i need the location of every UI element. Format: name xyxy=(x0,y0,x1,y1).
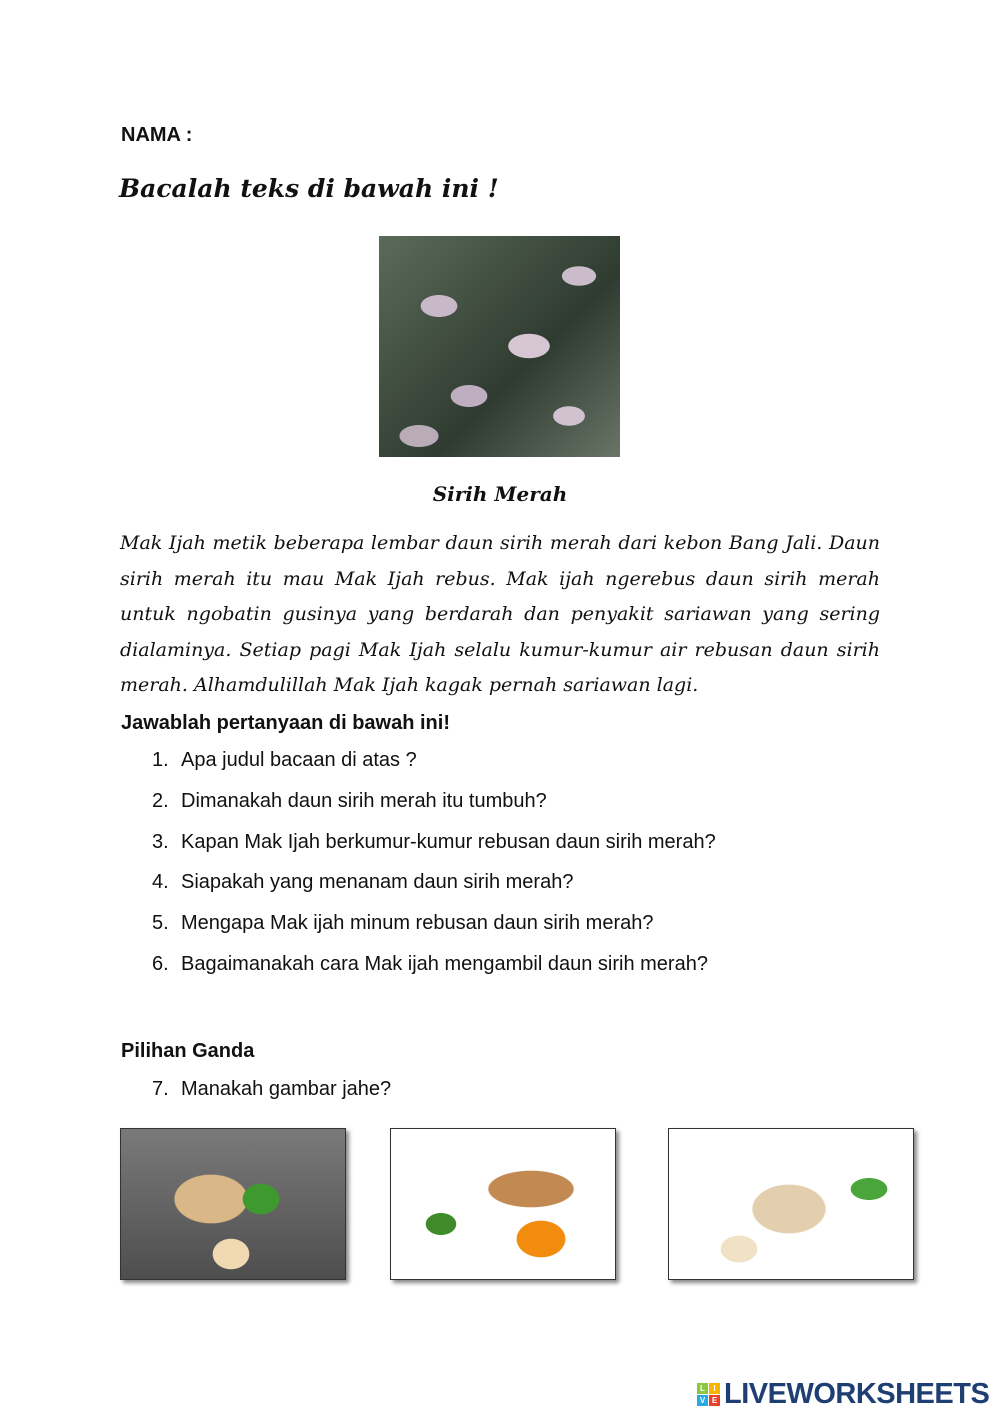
questions-heading: Jawablah pertanyaan di bawah ini! xyxy=(121,712,450,734)
question-text: Manakah gambar jahe? xyxy=(181,1078,392,1100)
choice-image-galangal[interactable] xyxy=(668,1128,914,1280)
badge-letter: I xyxy=(709,1383,720,1394)
badge-letter: L xyxy=(697,1383,708,1394)
question-text: Kapan Mak Ijah berkumur-kumur rebusan daun sirih merah? xyxy=(181,831,716,853)
reading-text: Mak Ijah metik beberapa lembar daun sirih merah dari kebon Bang Jali. Daun sirih merah itu mau Mak Ijah rebus. Mak ijah ngerebus daun sirih merah untuk ngobatin gusinya yang berdarah dan penyakit sariawan yang sering dialaminya. Setiap pagi Mak Ijah selalu kumur-kumur air rebusan daun sirih merah. Alhamdulillah Mak Ijah kagak pernah sariawan lagi. xyxy=(120,532,880,696)
instruction-heading: Bacalah teks di bawah ini ! xyxy=(119,174,499,203)
sirih-merah-photo xyxy=(379,236,620,457)
question-number: 3. xyxy=(152,831,169,853)
question-item xyxy=(152,790,547,813)
question-text: Apa judul bacaan di atas ? xyxy=(181,749,417,771)
question-number: 2. xyxy=(152,790,169,812)
reading-title: Sirih Merah xyxy=(432,482,568,506)
choice-image-turmeric[interactable] xyxy=(390,1128,616,1280)
question-number: 1. xyxy=(152,749,169,771)
liveworksheets-logo xyxy=(697,1378,989,1411)
question-text: Mengapa Mak ijah minum rebusan daun sirih merah? xyxy=(181,912,654,934)
badge-letter: E xyxy=(709,1395,720,1406)
choice-image-ginger[interactable] xyxy=(120,1128,346,1280)
question-item xyxy=(152,831,716,854)
question-item xyxy=(152,871,573,894)
question-item xyxy=(152,953,708,976)
question-text: Siapakah yang menanam daun sirih merah? xyxy=(181,871,574,893)
question-item xyxy=(152,749,417,772)
question-item xyxy=(152,1078,391,1101)
question-item xyxy=(152,912,653,935)
question-text: Dimanakah daun sirih merah itu tumbuh? xyxy=(181,790,547,812)
question-text: Bagaimanakah cara Mak ijah mengambil daun sirih merah? xyxy=(181,953,708,975)
question-number: 7. xyxy=(152,1078,169,1100)
question-number: 5. xyxy=(152,912,169,934)
logo-badge-icon xyxy=(697,1383,720,1406)
name-label: NAMA : xyxy=(121,124,193,146)
logo-text: LIVEWORKSHEETS xyxy=(724,1378,990,1410)
question-number: 4. xyxy=(152,871,169,893)
badge-letter: V xyxy=(697,1395,708,1406)
question-number: 6. xyxy=(152,953,169,975)
multiple-choice-heading: Pilihan Ganda xyxy=(121,1040,255,1062)
